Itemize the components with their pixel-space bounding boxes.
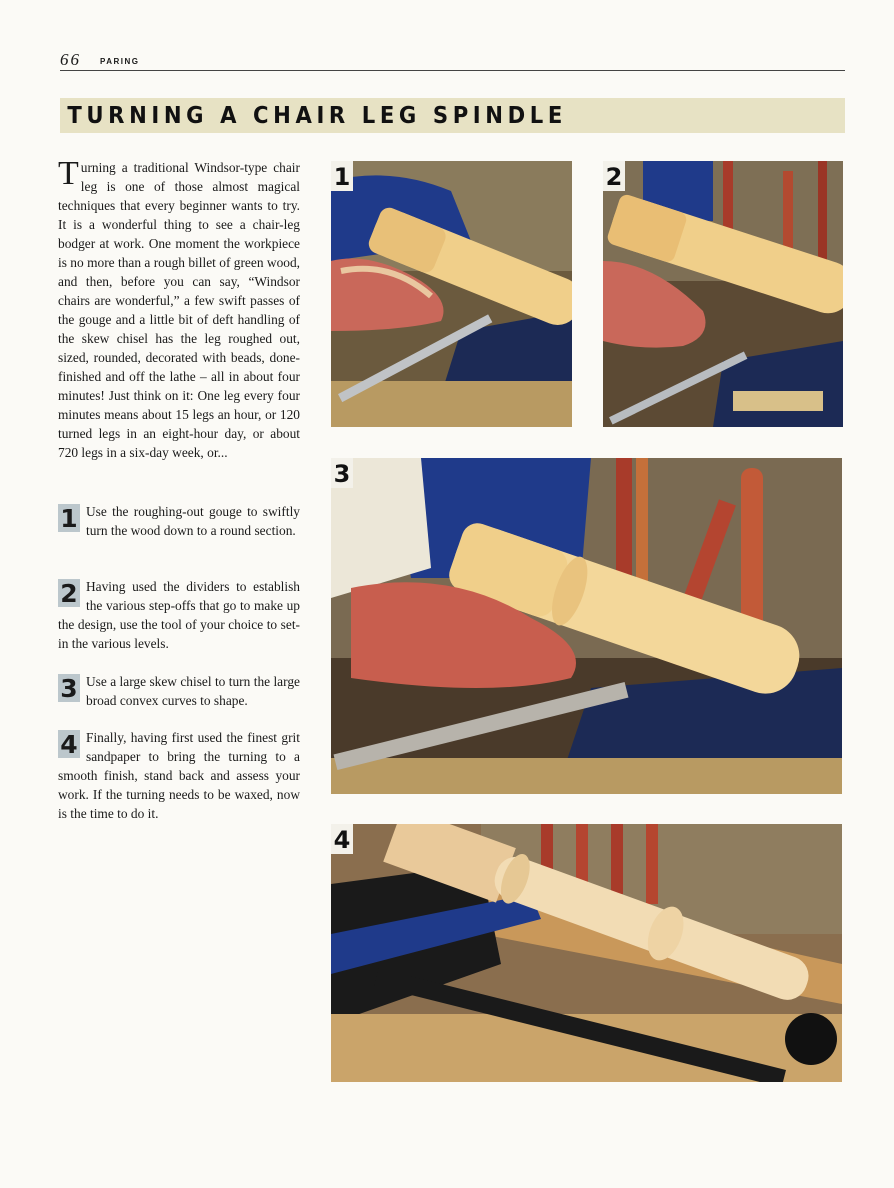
photo-4-illustration [331,824,842,1082]
intro-text: urning a traditional Windsor-type chair leg is one of those almost magical techniques that every beginner wants to try. It is a wonderful thing to see a chair-leg bodger at work. One moment the workpiece is no more than a rough billet of green wood, and then, before you can say, “Windsor chairs are wonderful,” a few swift passes of the gouge and a little bit of deft handling of the skew chisel has the leg roughed out, sized, rounded, decorated with beads, done-finished and off the lathe – all in about four minutes! Just think on it: One leg every four minutes means about 15 legs an hour, or 120 turned legs in an eight-hour day, or about 720 legs in a six-day week, or... [58,160,300,460]
title-band [60,98,845,133]
section-name: PARING [100,57,140,66]
photo-step-1 [331,161,572,427]
photo-step-2 [603,161,843,427]
step-text: Use the roughing-out gouge to swiftly turn the wood down to a round section. [86,504,300,538]
step-1 [58,502,300,540]
step-2 [58,577,300,653]
step-number: 2 [58,579,80,607]
step-text: Having used the dividers to establish the various step-offs that go to make up the design, use the tool of your choice to set-in the various levels. [58,579,300,651]
text-column [58,155,300,821]
photo-step-3 [331,458,842,794]
photo-3-illustration [331,458,842,794]
photo-step-4 [331,824,842,1082]
photo-number-badge: 2 [603,161,625,191]
step-4 [58,728,300,823]
page-number: 66 [60,50,81,69]
drop-cap: T [58,155,79,192]
step-3 [58,672,300,710]
step-number: 4 [58,730,80,758]
step-number: 3 [58,674,80,702]
photo-number-badge: 1 [331,161,353,191]
photo-1-illustration [331,161,572,427]
page-title: TURNING A CHAIR LEG SPINDLE [67,103,567,129]
photo-number-badge: 4 [331,824,353,854]
photo-2-illustration [603,161,843,427]
step-text: Use a large skew chisel to turn the large broad convex curves to shape. [86,674,300,708]
step-text: Finally, having first used the finest grit sandpaper to bring the turning to a smooth finish, stand back and assess your work. If the turning needs to be waxed, now is the time to do it. [58,730,300,821]
photo-number-badge: 3 [331,458,353,488]
intro-paragraph [58,155,300,462]
running-header [60,50,845,71]
step-number: 1 [58,504,80,532]
